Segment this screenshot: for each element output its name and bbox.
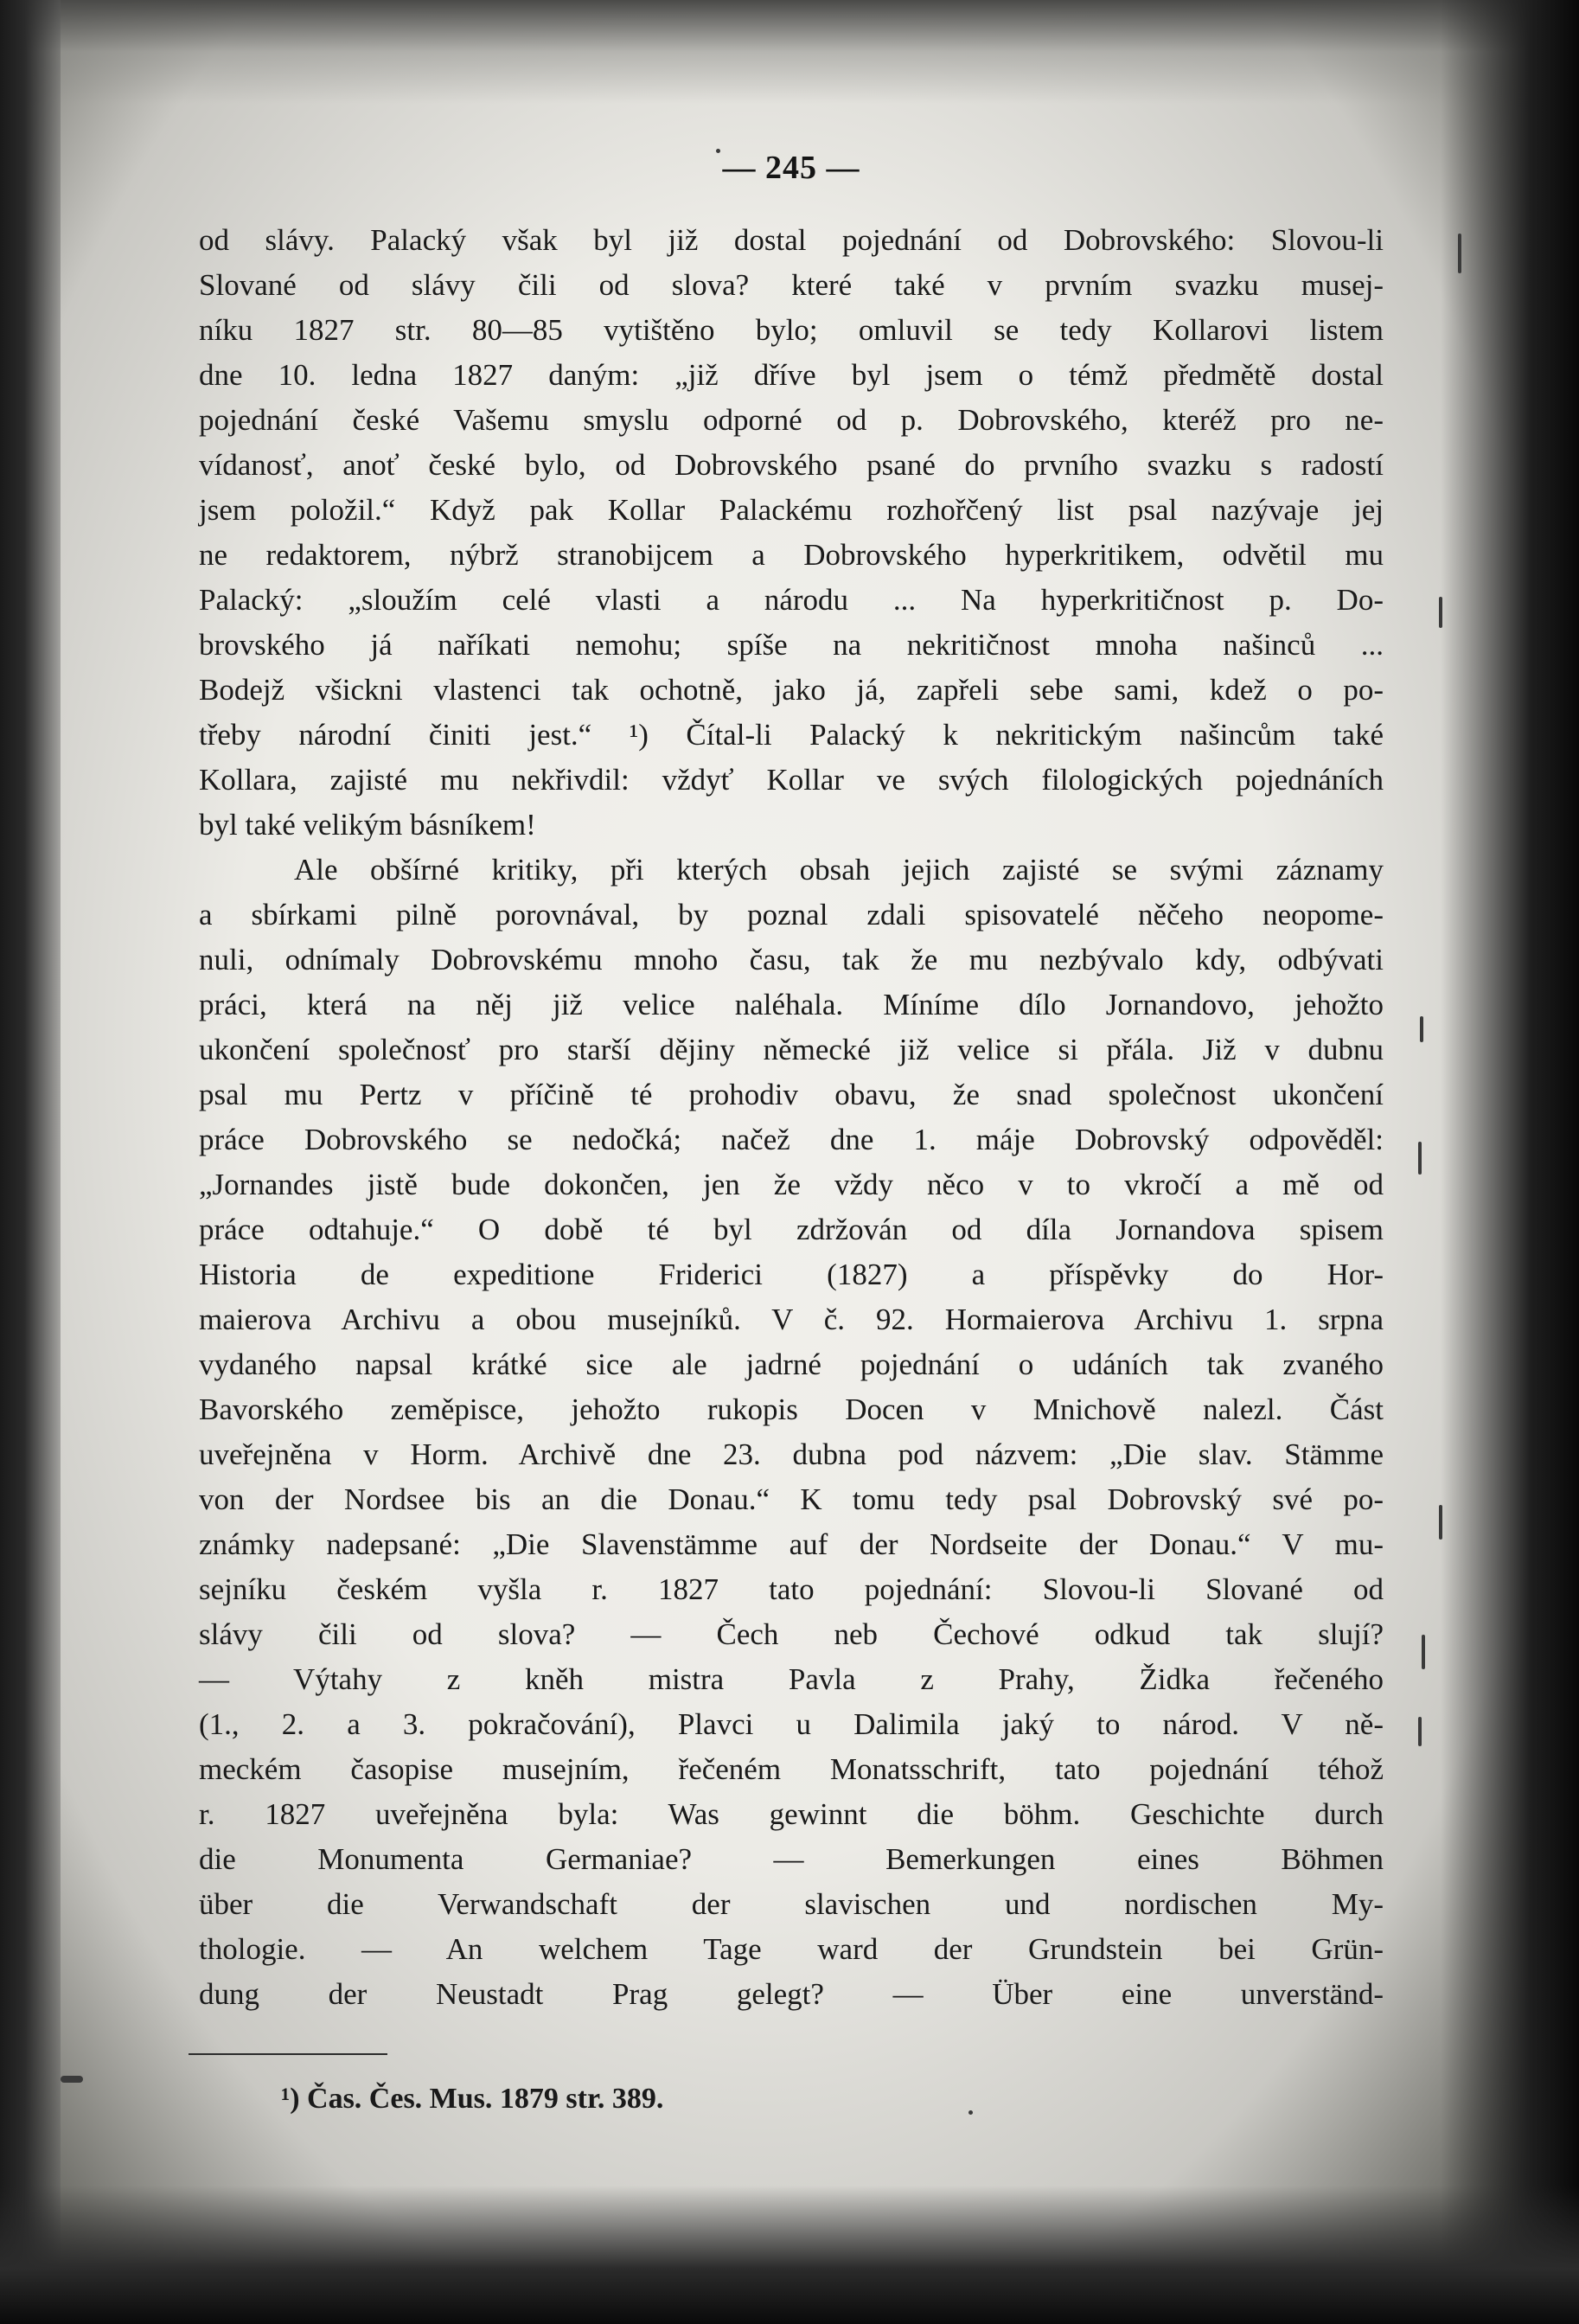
text-line: slávy čili od slova? — Čech neb Čechové odkud tak slují? [199, 1617, 1384, 1651]
text-line: „Jornandes jistě bude dokončen, jen že vždy něco v to vkročí a mě od [199, 1168, 1384, 1201]
text-line: vydaného napsal krátké sice ale jadrné pojednání o udáních tak zvaného [199, 1348, 1384, 1381]
text-line: maierova Archivu a obou musejníků. V č. 92. Hormaierova Archivu 1. srpna [199, 1303, 1384, 1336]
margin-mark [1418, 1717, 1422, 1746]
body-text [199, 218, 1384, 2017]
text-line: nuli, odnímaly Dobrovskému mnoho času, tak že mu nezbývalo kdy, odbývati [199, 943, 1384, 976]
margin-mark [1439, 597, 1442, 628]
text-line: (1., 2. a 3. pokračování), Plavci u Dalimila jaký to národ. V ně- [199, 1707, 1384, 1741]
text-line: práce odtahuje.“ O době té byl zdržován od díla Jornandova spisem [199, 1213, 1384, 1246]
text-line: práci, která na něj již velice naléhala. Míníme dílo Jornandovo, jehožto [199, 988, 1384, 1021]
text-line: über die Verwandschaft der slavischen und nordischen My- [199, 1887, 1384, 1921]
text-line: meckém časopise musejním, řečeném Monatsschrift, tato pojednání téhož [199, 1752, 1384, 1786]
text-line: Ale obšírné kritiky, při kterých obsah jejich zajisté se svými záznamy [294, 853, 1384, 887]
scan-shadow-top [0, 0, 1579, 104]
text-line: Bavorského zeměpisce, jehožto rukopis Docen v Mnichově nalezl. Část [199, 1392, 1384, 1426]
scan-speck [716, 149, 720, 153]
margin-mark [1458, 234, 1461, 273]
text-line: — Výtahy z kněh mistra Pavla z Prahy, Židka řečeného [199, 1662, 1384, 1696]
text-line: Kollara, zajisté mu nekřivdil: vždyť Kollar ve svých filologických pojednáních [199, 763, 1384, 797]
scan-shadow-right [1441, 0, 1579, 2324]
margin-mark [1422, 1635, 1425, 1669]
text-line: brovského já naříkati nemohu; spíše na nekritičnost mnoha našinců ... [199, 628, 1384, 662]
text-line: thologie. — An welchem Tage ward der Grundstein bei Grün- [199, 1932, 1384, 1966]
text-line: pojednání české Vašemu smyslu odporné od p. Dobrovského, kteréž pro ne- [199, 403, 1384, 437]
text-line: jsem položil.“ Když pak Kollar Palackému rozhořčený list psal nazývaje jej [199, 493, 1384, 527]
text-line: Historia de expeditione Friderici (1827) a příspěvky do Hor- [199, 1258, 1384, 1291]
text-line: práce Dobrovského se nedočká; načež dne 1. máje Dobrovský odpověděl: [199, 1123, 1384, 1156]
footnote-divider [189, 2053, 387, 2055]
text-line: sejníku českém vyšla r. 1827 tato pojednání: Slovou-li Slované od [199, 1572, 1384, 1606]
text-line: byl také velikým básníkem! [199, 808, 536, 842]
text-line: die Monumenta Germaniae? — Bemerkungen eines Böhmen [199, 1842, 1384, 1876]
margin-mark [1420, 1016, 1423, 1042]
text-line: Palacký: „sloužím celé vlasti a národu ... Na hyperkritičnost p. Do- [199, 583, 1384, 617]
text-line: a sbírkami pilně porovnával, by poznal zdali spisovatelé něčeho neopome- [199, 898, 1384, 932]
text-line: níku 1827 str. 80—85 vytištěno bylo; omluvil se tedy Kollarovi listem [199, 313, 1384, 347]
text-line: ne redaktorem, nýbrž stranobijcem a Dobrovského hyperkritikem, odvětil mu [199, 538, 1384, 572]
page-number: — 245 — [722, 150, 860, 186]
scan-shadow-left [0, 0, 61, 2324]
text-line: dung der Neustadt Prag gelegt? — Über eine unverständ- [199, 1977, 1384, 2011]
text-line: von der Nordsee bis an die Donau.“ K tomu tedy psal Dobrovský své po- [199, 1482, 1384, 1516]
text-line: vídanosť, anoť české bylo, od Dobrovského psané do prvního svazku s radostí [199, 448, 1384, 482]
footnote: ¹) Čas. Čes. Mus. 1879 str. 389. [281, 2083, 664, 2115]
text-line: známky nadepsané: „Die Slavenstämme auf der Nordseite der Donau.“ V mu- [199, 1527, 1384, 1561]
text-line: r. 1827 uveřejněna byla: Was gewinnt die böhm. Geschichte durch [199, 1797, 1384, 1831]
margin-mark [1439, 1505, 1442, 1540]
text-line: od slávy. Palacký však byl již dostal pojednání od Dobrovského: Slovou-li [199, 223, 1384, 257]
scan-shadow-bottom [0, 2186, 1579, 2324]
text-line: psal mu Pertz v příčině té prohodiv obavu, že snad společnost ukončení [199, 1078, 1384, 1111]
scan-speck [61, 2076, 83, 2083]
text-line: třeby národní činiti jest.“ ¹) Čítal-li Palacký k nekritickým našincům také [199, 718, 1384, 752]
scan-speck [968, 2110, 973, 2115]
text-line: Slované od slávy čili od slova? které také v prvním svazku musej- [199, 268, 1384, 302]
text-line: ukončení společnosť pro starší dějiny německé již velice si přála. Již v dubnu [199, 1033, 1384, 1066]
text-line: Bodejž všickni vlastenci tak ochotně, jako já, zapřeli sebe sami, kdež o po- [199, 673, 1384, 707]
margin-mark [1418, 1142, 1422, 1175]
text-line: uveřejněna v Horm. Archivě dne 23. dubna pod názvem: „Die slav. Stämme [199, 1437, 1384, 1471]
text-line: dne 10. ledna 1827 daným: „již dříve byl jsem o témž předmětě dostal [199, 358, 1384, 392]
